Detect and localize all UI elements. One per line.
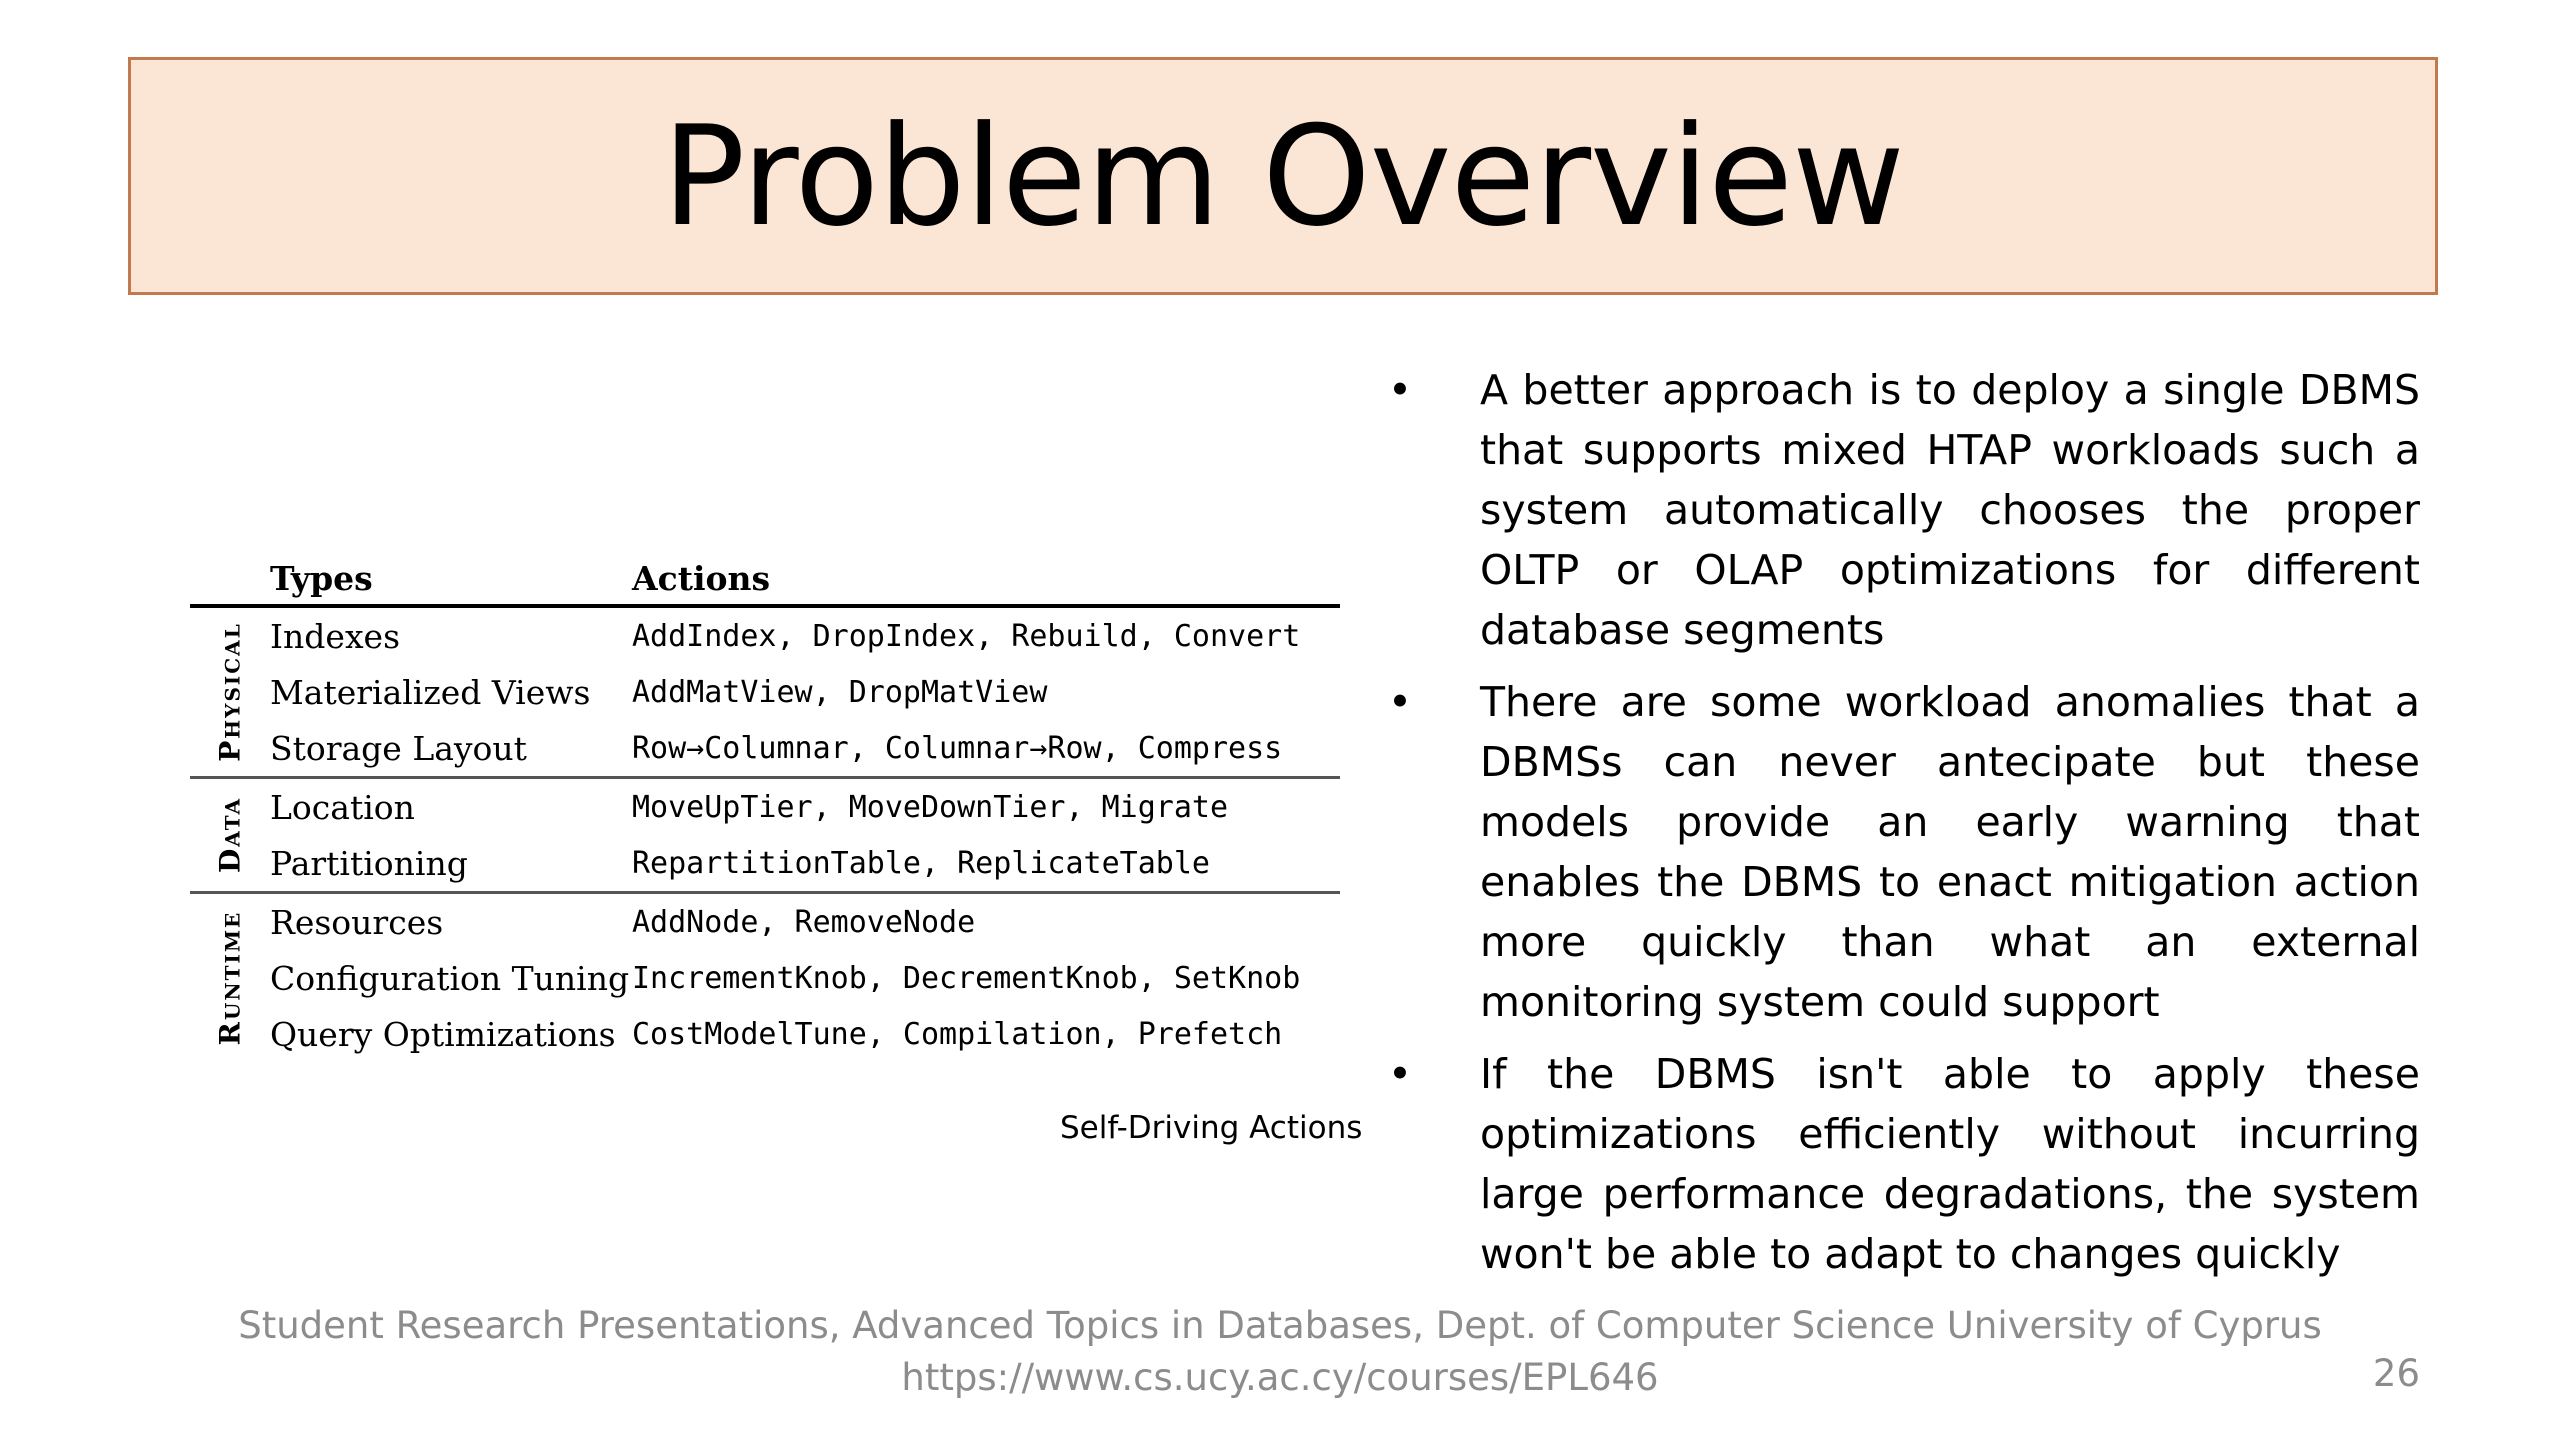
header-actions: Actions <box>632 559 771 598</box>
list-item <box>1380 360 2420 660</box>
bullet-icon: • <box>1387 366 1413 414</box>
title-banner <box>128 57 2438 295</box>
type-cell: Indexes <box>270 616 401 656</box>
type-cell: Resources <box>270 902 444 942</box>
type-cell: Partitioning <box>270 843 468 883</box>
group-physical <box>190 608 1340 779</box>
actions-cell: RepartitionTable, ReplicateTable <box>632 845 1210 881</box>
group-label: Runtime <box>213 910 247 1046</box>
footer <box>0 1300 2560 1404</box>
table-row <box>270 894 1340 950</box>
type-cell: Location <box>270 787 415 827</box>
page-number: 26 <box>2372 1352 2420 1395</box>
list-item <box>1380 672 2420 1032</box>
footer-line-course: Student Research Presentations, Advanced Topics in Databases, Dept. of Computer Science University of Cyprus <box>238 1304 2322 1347</box>
bullet-icon: • <box>1387 678 1413 726</box>
bullet-text: A better approach is to deploy a single DBMS that supports mixed HTAP workloads such a system automatically chooses the proper OLTP or OLAP optimizations for different database segments <box>1480 366 2420 654</box>
type-cell: Materialized Views <box>270 672 591 712</box>
type-cell: Configuration Tuning <box>270 958 630 998</box>
bullet-list <box>1380 360 2420 1296</box>
actions-cell: Row→Columnar, Columnar→Row, Compress <box>632 730 1283 766</box>
bullet-text: There are some workload anomalies that a DBMSs can never antecipate but these models provide an early warning that enables the DBMS to enact mitigation action more quickly than what an external monitoring system could support <box>1480 678 2420 1026</box>
header-types: Types <box>270 559 373 598</box>
table-row <box>270 950 1340 1006</box>
table-row <box>270 835 1340 891</box>
type-cell: Storage Layout <box>270 728 527 768</box>
type-cell: Query Optimizations <box>270 1014 616 1054</box>
table-row <box>270 779 1340 835</box>
self-driving-actions-table <box>190 540 1340 1062</box>
table-row <box>270 608 1340 664</box>
actions-cell: CostModelTune, Compilation, Prefetch <box>632 1016 1283 1052</box>
actions-cell: MoveUpTier, MoveDownTier, Migrate <box>632 789 1229 825</box>
table-row <box>270 1006 1340 1062</box>
bullet-text: If the DBMS isn't able to apply these optimizations efficiently without incurring large performance degradations, the system won't be able to adapt to changes quickly <box>1480 1050 2420 1278</box>
table-row <box>270 664 1340 720</box>
table-header <box>190 540 1340 608</box>
table-row <box>270 720 1340 776</box>
group-label: Data <box>213 796 247 874</box>
actions-cell: AddMatView, DropMatView <box>632 674 1048 710</box>
group-label: Physical <box>213 622 247 762</box>
slide-title: Problem Overview <box>662 95 1904 257</box>
group-data <box>190 779 1340 894</box>
actions-cell: IncrementKnob, DecrementKnob, SetKnob <box>632 960 1301 996</box>
footer-line-url: https://www.cs.ucy.ac.cy/courses/EPL646 <box>901 1356 1659 1399</box>
group-runtime <box>190 894 1340 1062</box>
actions-cell: AddNode, RemoveNode <box>632 904 976 940</box>
actions-cell: AddIndex, DropIndex, Rebuild, Convert <box>632 618 1301 654</box>
bullet-icon: • <box>1387 1050 1413 1098</box>
list-item <box>1380 1044 2420 1284</box>
table-caption: Self-Driving Actions <box>1060 1110 1363 1146</box>
